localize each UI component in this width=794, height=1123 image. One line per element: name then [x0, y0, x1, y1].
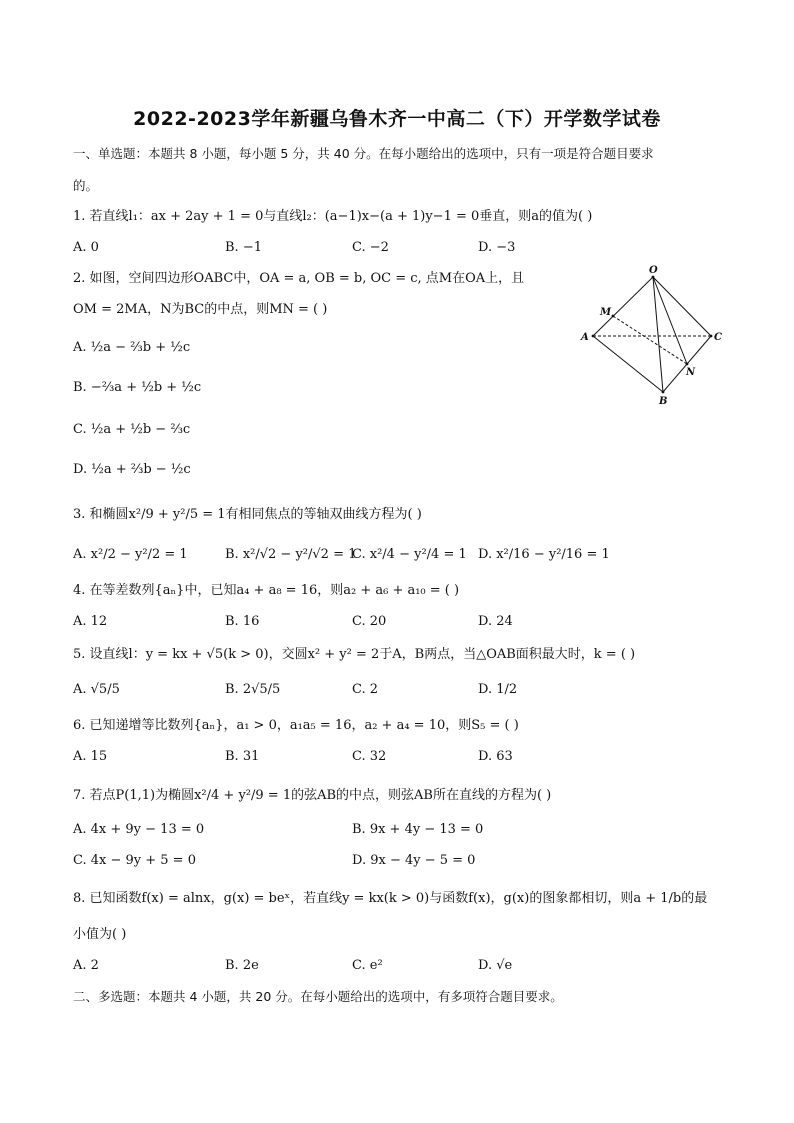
option-c: C. 2 [352, 682, 379, 697]
option-d: D. 63 [478, 749, 513, 764]
question-7-stem: 7. 若点P(1,1)为椭圆x²/4 + y²/9 = 1的弦AB的中点，则弦AB所在直线的方程为( ) [73, 788, 552, 803]
option-d: D. 9x − 4y − 5 = 0 [352, 853, 476, 868]
option-b: B. −1 [225, 240, 262, 255]
option-c: C. 20 [352, 614, 387, 629]
option-a: A. √5/5 [73, 682, 120, 697]
option-a: A. 15 [73, 749, 108, 764]
question-4-stem: 4. 在等差数列{aₙ}中，已知a₄ + a₈ = 16，则a₂ + a₆ + a₁₀ = ( ) [73, 583, 460, 598]
option-d: D. 24 [478, 614, 513, 629]
option-b: B. 2e [225, 958, 259, 973]
option-b: B. 2√5/5 [225, 682, 281, 697]
option-a: A. 2 [73, 958, 99, 973]
option-d: D. −3 [478, 240, 516, 255]
option-b: B. 9x + 4y − 13 = 0 [352, 822, 484, 837]
section-heading-single-choice-cont: 的。 [73, 178, 99, 193]
question-8-options [73, 956, 733, 976]
question-2-option-a: A. ½a − ⅔b + ½c [73, 340, 191, 355]
question-3-options [73, 545, 733, 565]
option-b: B. x²/√2 − y²/√2 = 1 [225, 547, 357, 562]
option-c: C. 4x − 9y + 5 = 0 [73, 853, 196, 868]
question-6-options [73, 747, 733, 767]
option-a: A. 0 [73, 240, 99, 255]
option-a: A. 4x + 9y − 13 = 0 [73, 822, 205, 837]
question-2-stem-line1: 2. 如图，空间四边形OABC中，OA = a, OB = b, OC = c, 点M在OA上，且 [73, 271, 525, 286]
page-title: 2022-2023学年新疆乌鲁木齐一中高二（下）开学数学试卷 [133, 108, 661, 130]
question-7-options-row2 [73, 851, 733, 871]
question-5-stem: 5. 设直线l：y = kx + √5(k > 0)，交圆x² + y² = 2于A，B两点，当△OAB面积最大时，k = ( ) [73, 647, 636, 662]
question-6-stem: 6. 已知递增等比数列{aₙ}，a₁ > 0，a₁a₅ = 16，a₂ + a₄ = 10，则S₅ = ( ) [73, 718, 519, 733]
question-8-stem-line2: 小值为( ) [73, 927, 127, 942]
question-3-stem: 3. 和椭圆x²/9 + y²/5 = 1有相同焦点的等轴双曲线方程为( ) [73, 507, 422, 522]
option-a: A. 12 [73, 614, 108, 629]
figure-label-c: C [714, 332, 722, 343]
figure-label-a: A [581, 332, 589, 343]
option-c: C. −2 [352, 240, 389, 255]
option-c: C. e² [352, 958, 383, 973]
question-7-options-row1 [73, 820, 733, 840]
question-2-option-b: B. −⅔a + ½b + ½c [73, 380, 202, 395]
question-4-options [73, 612, 733, 632]
tetrahedron-figure [575, 265, 725, 410]
question-2-option-c: C. ½a + ½b − ⅔c [73, 422, 191, 437]
section-heading-multiple-choice: 二、多选题：本题共 4 小题，共 20 分。在每小题给出的选项中，有多项符合题目要求。 [73, 989, 563, 1004]
option-b: B. 16 [225, 614, 260, 629]
question-2-stem-line2: OM = 2MA，N为BC的中点，则MN = ( ) [73, 302, 328, 317]
question-1-stem: 1. 若直线l₁：ax + 2ay + 1 = 0与直线l₂：(a−1)x−(a + 1)y−1 = 0垂直，则a的值为( ) [73, 209, 593, 224]
question-2-option-d: D. ½a + ⅔b − ½c [73, 462, 191, 477]
option-c: C. x²/4 − y²/4 = 1 [352, 547, 467, 562]
option-d: D. 1/2 [478, 682, 518, 697]
option-d: D. x²/16 − y²/16 = 1 [478, 547, 610, 562]
section-heading-single-choice: 一、单选题：本题共 8 小题，每小题 5 分，共 40 分。在每小题给出的选项中，只有一项是符合题目要求 [73, 146, 654, 161]
figure-label-m: M [600, 307, 612, 318]
question-8-stem-line1: 8. 已知函数f(x) = alnx，g(x) = beˣ，若直线y = kx(k > 0)与函数f(x)，g(x)的图象都相切，则a + 1/b的最 [73, 891, 708, 906]
figure-label-b: B [659, 396, 668, 407]
figure-label-n: N [686, 367, 696, 378]
option-c: C. 32 [352, 749, 387, 764]
figure-label-o: O [649, 265, 658, 276]
question-5-options [73, 680, 733, 700]
option-d: D. √e [478, 958, 513, 973]
option-b: B. 31 [225, 749, 260, 764]
question-1-options [73, 238, 733, 258]
option-a: A. x²/2 − y²/2 = 1 [73, 547, 188, 562]
